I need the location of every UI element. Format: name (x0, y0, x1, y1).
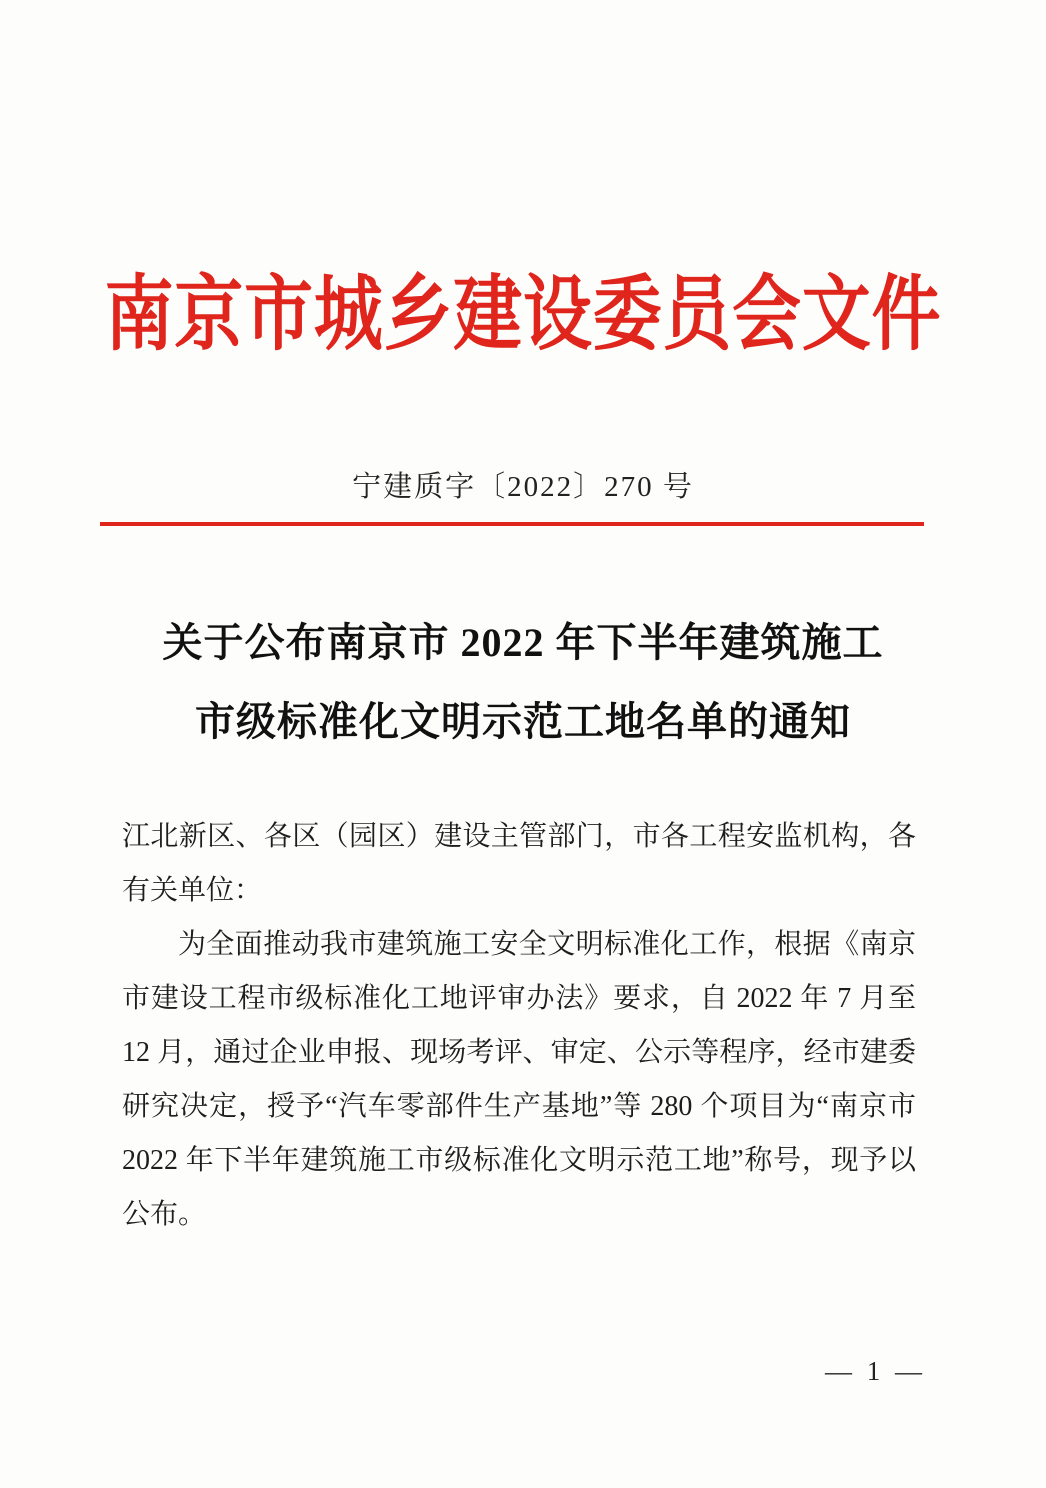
document-title (0, 603, 1046, 761)
document-number: 宁建质字〔2022〕270 号 (352, 471, 694, 503)
red-divider-line (100, 522, 924, 526)
agency-header-title: 南京市城乡建设委员会文件 (104, 269, 942, 360)
document-title-line1: 关于公布南京市 2022 年下半年建筑施工 (162, 620, 884, 665)
body-paragraph: 为全面推动我市建筑施工安全文明标准化工作，根据《南京市建设工程市级标准化工地评审办法》要求，自 2022 年 7 月至 12 月，通过企业申报、现场考评、审定、公示等程序，经市建委研究决定，授予“汽车零部件生产基地”等 280 个项目为“南京市 2022 年下半年建筑施工市级标准化文明示范工地”称号，现予以公布。 (122, 929, 916, 1230)
document-title-line2: 市级标准化文明示范工地名单的通知 (195, 699, 851, 744)
document-body (122, 810, 916, 1242)
page-number: — 1 — (825, 1356, 926, 1386)
salutation-line: 江北新区、各区（园区）建设主管部门，市各工程安监机构，各有关单位： (122, 821, 916, 906)
